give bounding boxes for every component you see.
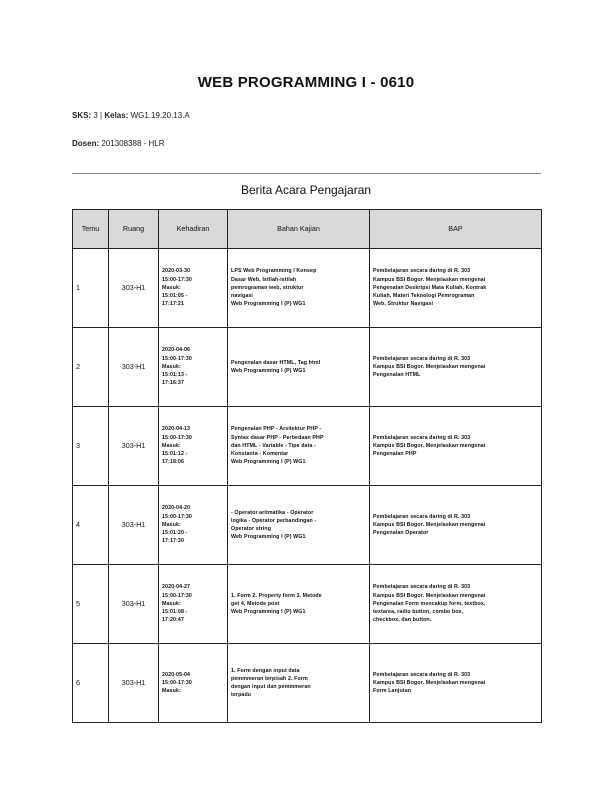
- header-kehadiran: Kehadiran: [159, 210, 228, 249]
- header-bap: BAP: [370, 210, 542, 249]
- bap-text: Pembelajaran secara daring di R. 303 Kampus BSI Bogor. Menjelaskan mengenai Pengenalan Deskripsi Mata Kuliah, Kontrak Kuliah, Materi Teknologi Pemrograman Web, Struktur Navigasi: [373, 268, 487, 308]
- bap-table: [72, 209, 542, 723]
- section-title: Berita Acara Pengajaran: [240, 183, 372, 197]
- table-row: [73, 486, 542, 565]
- bahan-text: 1. Form dengan input data pemmmeran terpisah 2. Form dengan input dan pemmmeran terpadu: [231, 667, 311, 699]
- table-row: [73, 565, 542, 644]
- bahan-cell: [228, 644, 370, 723]
- kehadiran-cell: [159, 644, 228, 723]
- bap-cell: [370, 407, 542, 486]
- dosen-value: 201308388 - HLR: [101, 139, 165, 148]
- kehadiran-text: 2020-04-27 15:00-17:30 Masuk: 15:01:08 - 17:20:47: [162, 584, 192, 624]
- bap-cell: [370, 328, 542, 407]
- table-header-row: [73, 210, 542, 249]
- lecturer-line: [72, 139, 165, 148]
- temu-cell: 6: [73, 644, 109, 723]
- kehadiran-cell: [159, 249, 228, 328]
- ruang-cell: 303-H1: [109, 565, 159, 644]
- temu-cell: 2: [73, 328, 109, 407]
- bap-text: Pembelajaran secara daring di R. 303 Kampus BSI Bogor. Menjelaskan mengenai Pengenalan PHP: [373, 434, 486, 458]
- bahan-cell: [228, 249, 370, 328]
- bap-text: Pembelajaran secara daring di R. 303 Kampus BSI Bogor. Menjelaskan mengenai Pengenalan Form mencakup form, textbox, textarea, radio button, combo box, checkbox, dan button.: [373, 584, 486, 624]
- bap-text: Pembelajaran secara daring di R. 303 Kampus BSI Bogor. Menjelaskan mengenai Form Lanjutan: [373, 671, 486, 695]
- ruang-cell: 303-H1: [109, 407, 159, 486]
- bahan-text: Pengenalan PHP - Arsitektur PHP - Syntax dasar PHP - Perbedaan PHP dan HTML - Variable - Tipe data - Konstanta - Komentar Web Programming I (P) WG1: [231, 426, 324, 466]
- header-ruang: Ruang: [109, 210, 159, 249]
- table-row: [73, 328, 542, 407]
- bahan-text: Pengenalan dasar HTML, Tag html Web Programming I (P) WG1: [231, 359, 321, 374]
- divider: [72, 173, 541, 174]
- kehadiran-cell: [159, 486, 228, 565]
- page-title: WEB PROGRAMMING I - 0610: [197, 74, 415, 91]
- table-row: [73, 249, 542, 328]
- temu-cell: 5: [73, 565, 109, 644]
- dosen-label: Dosen:: [72, 139, 100, 148]
- kelas-label: Kelas:: [104, 111, 129, 120]
- bap-cell: [370, 486, 542, 565]
- bahan-cell: [228, 486, 370, 565]
- kelas-value: WG1.19.20.13.A: [130, 111, 190, 120]
- header-temu: Temu: [73, 210, 109, 249]
- bahan-text: LPS Web Programming I Konsep Dasar Web, Istilah-istilah pemrograman web, struktur navigasi Web Programming I (P) WG1: [231, 268, 317, 308]
- sks-value: 3: [93, 111, 98, 120]
- temu-cell: 3: [73, 407, 109, 486]
- bap-cell: [370, 644, 542, 723]
- kehadiran-text: 2020-04-06 15:00-17:30 Masuk: 15:01:13 - 17:16:37: [162, 347, 192, 387]
- bap-cell: [370, 565, 542, 644]
- bahan-cell: [228, 328, 370, 407]
- header-bahan-kajian: Bahan Kajian: [228, 210, 370, 249]
- ruang-cell: 303-H1: [109, 486, 159, 565]
- bahan-text: - Operator aritmatika - Operator logika - Operator perbandingan - Operator string Web Programming I (P) WG1: [231, 509, 317, 541]
- sks-label: SKS:: [72, 111, 92, 120]
- bap-text: Pembelajaran secara daring di R. 303 Kampus BSI Bogor. Menjelaskan mengenai Pengenalan Operator: [373, 513, 486, 537]
- bahan-cell: [228, 407, 370, 486]
- bap-cell: [370, 249, 542, 328]
- kehadiran-cell: [159, 328, 228, 407]
- bap-text: Pembelajaran secara daring di R. 303 Kampus BSI Bogor. Menjelaskan mengenai Pengenalan HTML: [373, 355, 486, 379]
- meta-separator: |: [100, 111, 103, 120]
- temu-cell: 1: [73, 249, 109, 328]
- kehadiran-text: 2020-04-20 15:00-17:30 Masuk: 15:01:20 - 17:17:30: [162, 505, 192, 545]
- ruang-cell: 303-H1: [109, 249, 159, 328]
- table-row: [73, 644, 542, 723]
- table-row: [73, 407, 542, 486]
- kehadiran-text: 2020-05-04 15:00-17:30 Masuk:: [162, 671, 192, 695]
- ruang-cell: 303-H1: [109, 644, 159, 723]
- kehadiran-text: 2020-03-30 15:00-17:30 Masuk: 15:01:05 - 17:17:21: [162, 268, 192, 308]
- kehadiran-cell: [159, 407, 228, 486]
- bahan-text: 1. Form 2. Property form 3. Metode get 4. Metode post Web Programming I (P) WG1: [231, 592, 322, 616]
- course-meta-line: [72, 111, 190, 120]
- bahan-cell: [228, 565, 370, 644]
- ruang-cell: 303-H1: [109, 328, 159, 407]
- kehadiran-cell: [159, 565, 228, 644]
- temu-cell: 4: [73, 486, 109, 565]
- kehadiran-text: 2020-04-13 15:00-17:30 Masuk: 15:01:12 - 17:18:06: [162, 426, 192, 466]
